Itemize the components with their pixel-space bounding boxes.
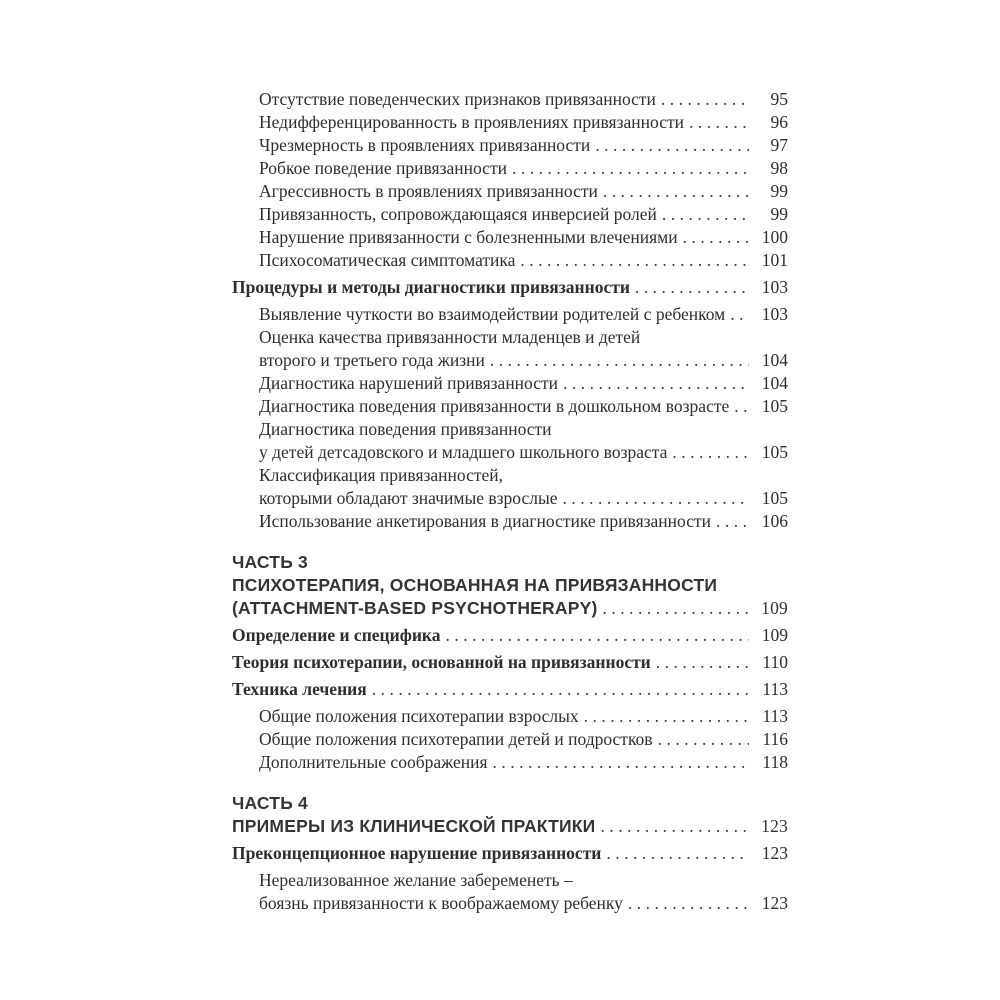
- toc-line: [259, 226, 788, 249]
- toc-entry-section: [232, 624, 788, 647]
- toc-line: [232, 624, 788, 647]
- page-number: 101: [761, 250, 788, 270]
- dot-leader: [602, 597, 749, 620]
- dot-leader: [563, 487, 750, 510]
- dot-leader: [716, 510, 749, 533]
- toc-entry-sub: [232, 372, 788, 395]
- toc-line: [232, 792, 788, 815]
- dot-leader: [661, 88, 749, 111]
- page-number: 105: [761, 488, 788, 508]
- dot-leader: [603, 180, 749, 203]
- toc-entry-section: [232, 842, 788, 865]
- page-number: 110: [762, 652, 788, 672]
- toc-line: [259, 892, 788, 915]
- toc-entry-section: [232, 276, 788, 299]
- toc-line: [259, 203, 788, 226]
- toc-line: [259, 372, 788, 395]
- toc-entry-text: которыми обладают значимые взрослые: [259, 488, 558, 508]
- page-number: 96: [770, 112, 788, 132]
- dot-leader: [734, 395, 749, 418]
- toc-line: [259, 88, 788, 111]
- dot-leader: [656, 651, 749, 674]
- dot-leader: [512, 157, 749, 180]
- toc-entry-text: Отсутствие поведенческих признаков привязанности: [259, 89, 656, 109]
- page-number: 113: [762, 706, 788, 726]
- toc-line: [259, 111, 788, 134]
- page-number: 123: [761, 893, 788, 913]
- dot-leader: [595, 134, 749, 157]
- toc-entry-text: Недифференцированность в проявлениях привязанности: [259, 112, 684, 132]
- toc-entry-text: Дополнительные соображения: [259, 752, 488, 772]
- dot-leader: [730, 303, 749, 326]
- toc-entry-sub: [232, 111, 788, 134]
- dot-leader: [689, 111, 749, 134]
- toc-entry-text: Процедуры и методы диагностики привязанности: [232, 277, 630, 297]
- toc-entry-section: [232, 678, 788, 701]
- toc-line: [232, 276, 788, 299]
- dot-leader: [490, 349, 749, 372]
- toc-line: [232, 678, 788, 701]
- toc-entry-sub: [232, 249, 788, 272]
- page-number: 118: [762, 752, 788, 772]
- dot-leader: [606, 842, 749, 865]
- toc-entry-text: ЧАСТЬ 3: [232, 552, 308, 572]
- page-number: 104: [761, 350, 788, 370]
- page-number: 116: [762, 729, 788, 749]
- toc-entry-sub: [232, 869, 788, 915]
- toc-entry-text: Робкое поведение привязанности: [259, 158, 507, 178]
- page-number: 105: [761, 396, 788, 416]
- toc-entry-text: Агрессивность в проявлениях привязанности: [259, 181, 598, 201]
- toc-line: [259, 303, 788, 326]
- page-number: 123: [761, 843, 788, 863]
- toc-line: [259, 487, 788, 510]
- page-number: 99: [770, 204, 788, 224]
- toc-line: [259, 441, 788, 464]
- toc-line: [259, 326, 788, 349]
- toc-entry-sub: [232, 464, 788, 510]
- toc-entry-text: Диагностика нарушений привязанности: [259, 373, 559, 393]
- toc-entry-text: у детей детсадовского и младшего школьного возраста: [259, 442, 668, 462]
- toc-entry-sub: [232, 751, 788, 774]
- toc-line: [259, 510, 788, 533]
- toc-entry-sub: [232, 728, 788, 751]
- toc-entry-text: Общие положения психотерапии взрослых: [259, 706, 579, 726]
- toc-entry-text: Выявление чуткости во взаимодействии родителей с ребенком: [259, 304, 726, 324]
- table-of-contents: [232, 88, 788, 915]
- toc-line: [232, 597, 788, 620]
- toc-line: [259, 349, 788, 372]
- page-number: 95: [770, 89, 788, 109]
- toc-entry-sub: [232, 303, 788, 326]
- page-number: 109: [761, 598, 788, 618]
- toc-line: [232, 574, 788, 597]
- toc-entry-section: [232, 651, 788, 674]
- toc-entry-text: Нарушение привязанности с болезненными влечениями: [259, 227, 678, 247]
- toc-entry-sub: [232, 134, 788, 157]
- toc-entry-text: Общие положения психотерапии детей и подростков: [259, 729, 653, 749]
- toc-line: [259, 464, 788, 487]
- dot-leader: [445, 624, 749, 647]
- toc-entry-part: [232, 792, 788, 838]
- dot-leader: [635, 276, 749, 299]
- toc-entry-sub: [232, 180, 788, 203]
- toc-line: [259, 134, 788, 157]
- toc-line: [259, 751, 788, 774]
- page-number: 109: [761, 625, 788, 645]
- page-number: 105: [761, 442, 788, 462]
- toc-entry-sub: [232, 203, 788, 226]
- toc-entry-text: Психосоматическая симптоматика: [259, 250, 516, 270]
- page-number: 103: [761, 277, 788, 297]
- toc-entry-text: Оценка качества привязанности младенцев и детей: [259, 327, 641, 347]
- toc-line: [259, 157, 788, 180]
- toc-entry-sub: [232, 88, 788, 111]
- toc-entry-sub: [232, 326, 788, 372]
- dot-leader: [600, 815, 749, 838]
- toc-line: [232, 651, 788, 674]
- toc-line: [259, 728, 788, 751]
- toc-entry-sub: [232, 157, 788, 180]
- dot-leader: [628, 892, 749, 915]
- toc-line: [232, 551, 788, 574]
- toc-entry-sub: [232, 510, 788, 533]
- toc-entry-text: Привязанность, сопровождающаяся инверсией ролей: [259, 204, 657, 224]
- toc-entry-text: Техника лечения: [232, 679, 367, 699]
- toc-entry-part: [232, 551, 788, 620]
- toc-line: [259, 395, 788, 418]
- toc-entry-text: Теория психотерапии, основанной на привязанности: [232, 652, 651, 672]
- toc-entry-text: второго и третьего года жизни: [259, 350, 485, 370]
- toc-line: [259, 705, 788, 728]
- page-number: 97: [770, 135, 788, 155]
- dot-leader: [372, 678, 749, 701]
- toc-line: [259, 249, 788, 272]
- page-number: 104: [761, 373, 788, 393]
- page-number: 99: [770, 181, 788, 201]
- toc-entry-sub: [232, 705, 788, 728]
- dot-leader: [658, 728, 749, 751]
- dot-leader: [563, 372, 749, 395]
- toc-line: [259, 418, 788, 441]
- dot-leader: [520, 249, 749, 272]
- dot-leader: [493, 751, 749, 774]
- toc-line: [232, 815, 788, 838]
- toc-entry-text: ПРИМЕРЫ ИЗ КЛИНИЧЕСКОЙ ПРАКТИКИ: [232, 816, 596, 836]
- toc-line: [259, 180, 788, 203]
- toc-line: [232, 842, 788, 865]
- toc-entry-sub: [232, 418, 788, 464]
- toc-entry-text: Диагностика поведения привязанности в дошкольном возрасте: [259, 396, 730, 416]
- toc-entry-text: Чрезмерность в проявлениях привязанности: [259, 135, 591, 155]
- page-number: 106: [761, 511, 788, 531]
- page-number: 100: [761, 227, 788, 247]
- dot-leader: [683, 226, 749, 249]
- dot-leader: [672, 441, 749, 464]
- toc-entry-text: (ATTACHMENT-BASED PSYCHOTHERAPY): [232, 598, 598, 618]
- toc-entry-text: Нереализованное желание забеременеть –: [259, 870, 573, 890]
- toc-entry-text: боязнь привязанности к воображаемому ребенку: [259, 893, 623, 913]
- toc-entry-sub: [232, 395, 788, 418]
- toc-entry-text: Определение и специфика: [232, 625, 441, 645]
- dot-leader: [584, 705, 749, 728]
- page-number: 123: [761, 816, 788, 836]
- toc-entry-text: ПСИХОТЕРАПИЯ, ОСНОВАННАЯ НА ПРИВЯЗАННОСТИ: [232, 575, 718, 595]
- page-number: 113: [762, 679, 788, 699]
- toc-entry-text: Классификация привязанностей,: [259, 465, 504, 485]
- toc-entry-text: Преконцепционное нарушение привязанности: [232, 843, 602, 863]
- dot-leader: [662, 203, 749, 226]
- page-number: 103: [761, 304, 788, 324]
- toc-entry-text: ЧАСТЬ 4: [232, 793, 308, 813]
- page-number: 98: [770, 158, 788, 178]
- toc-entry-text: Использование анкетирования в диагностике привязанности: [259, 511, 712, 531]
- toc-line: [259, 869, 788, 892]
- toc-entry-sub: [232, 226, 788, 249]
- toc-entry-text: Диагностика поведения привязанности: [259, 419, 552, 439]
